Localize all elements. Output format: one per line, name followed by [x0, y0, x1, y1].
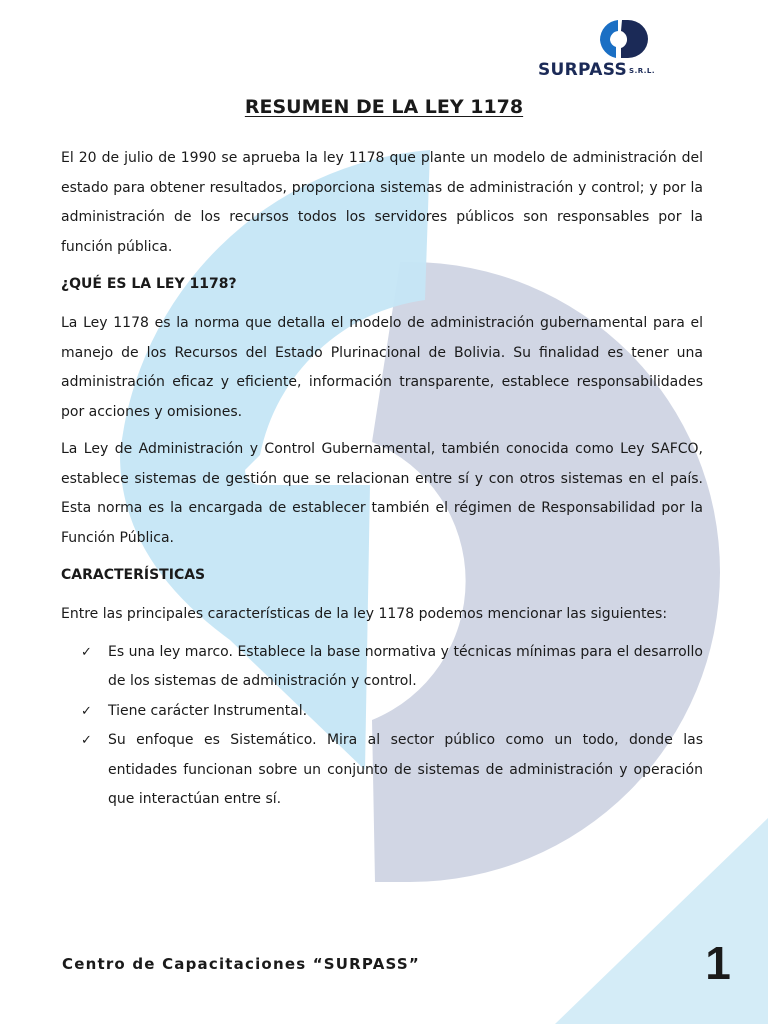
list-item	[61, 726, 703, 815]
document-title-text: RESUMEN DE LA LEY 1178	[244, 96, 524, 118]
document-body	[61, 144, 703, 815]
check-icon: ✓	[81, 703, 92, 719]
list-item-text: Es una ley marco. Establece la base normativa y técnicas mínimas para el desarrollo de los sistemas de administración y control.	[108, 643, 703, 689]
list-item	[61, 638, 703, 697]
footer-center-name: Centro de Capacitaciones “SURPASS”	[62, 955, 420, 973]
check-icon: ✓	[81, 644, 92, 660]
surpass-logo	[538, 16, 702, 82]
characteristics-intro: Entre las principales características de la ley 1178 podemos mencionar las siguientes:	[61, 606, 668, 622]
surpass-logo-text	[538, 60, 702, 80]
section1-paragraph-1: La Ley 1178 es la norma que detalla el modelo de administración gubernamental para el manejo de los Recursos del Estado Plurinacional de Bolivia. Su finalidad es tener una administración eficaz y eficiente, información transparente, establece responsabilidades por acciones y omisiones.	[61, 315, 703, 420]
section1-paragraph-2: La Ley de Administración y Control Gubernamental, también conocida como Ley SAFCO, establece sistemas de gestión que se relacionan entre sí y con otros sistemas en el país. Esta norma es la encargada de establecer también el régimen de Responsabilidad por la Función Pública.	[61, 441, 703, 546]
list-item	[61, 697, 703, 727]
list-item-text: Tiene carácter Instrumental.	[108, 702, 308, 719]
logo-name: SURPASS	[538, 60, 628, 80]
logo-suffix: S.R.L.	[629, 67, 656, 75]
characteristics-list	[61, 638, 703, 815]
document-title	[0, 96, 768, 118]
check-icon: ✓	[81, 733, 92, 748]
intro-paragraph: El 20 de julio de 1990 se aprueba la ley 1178 que plante un modelo de administración del estado para obtener resultados, proporciona sistemas de administración y control; y por la administración de los recursos todos los servidores públicos son responsables por la función pública.	[61, 150, 703, 255]
section-heading-what-is: ¿QUÉ ES LA LEY 1178?	[61, 276, 237, 292]
page-number: 1	[705, 937, 731, 989]
surpass-logo-icon	[588, 16, 652, 62]
section-heading-characteristics: CARACTERÍSTICAS	[61, 567, 206, 583]
list-item-text: Su enfoque es Sistemático. Mira al sector público como un todo, donde las entidades funcionan sobre un conjunto de sistemas de administración y operación que interactúan entre sí.	[108, 732, 703, 807]
